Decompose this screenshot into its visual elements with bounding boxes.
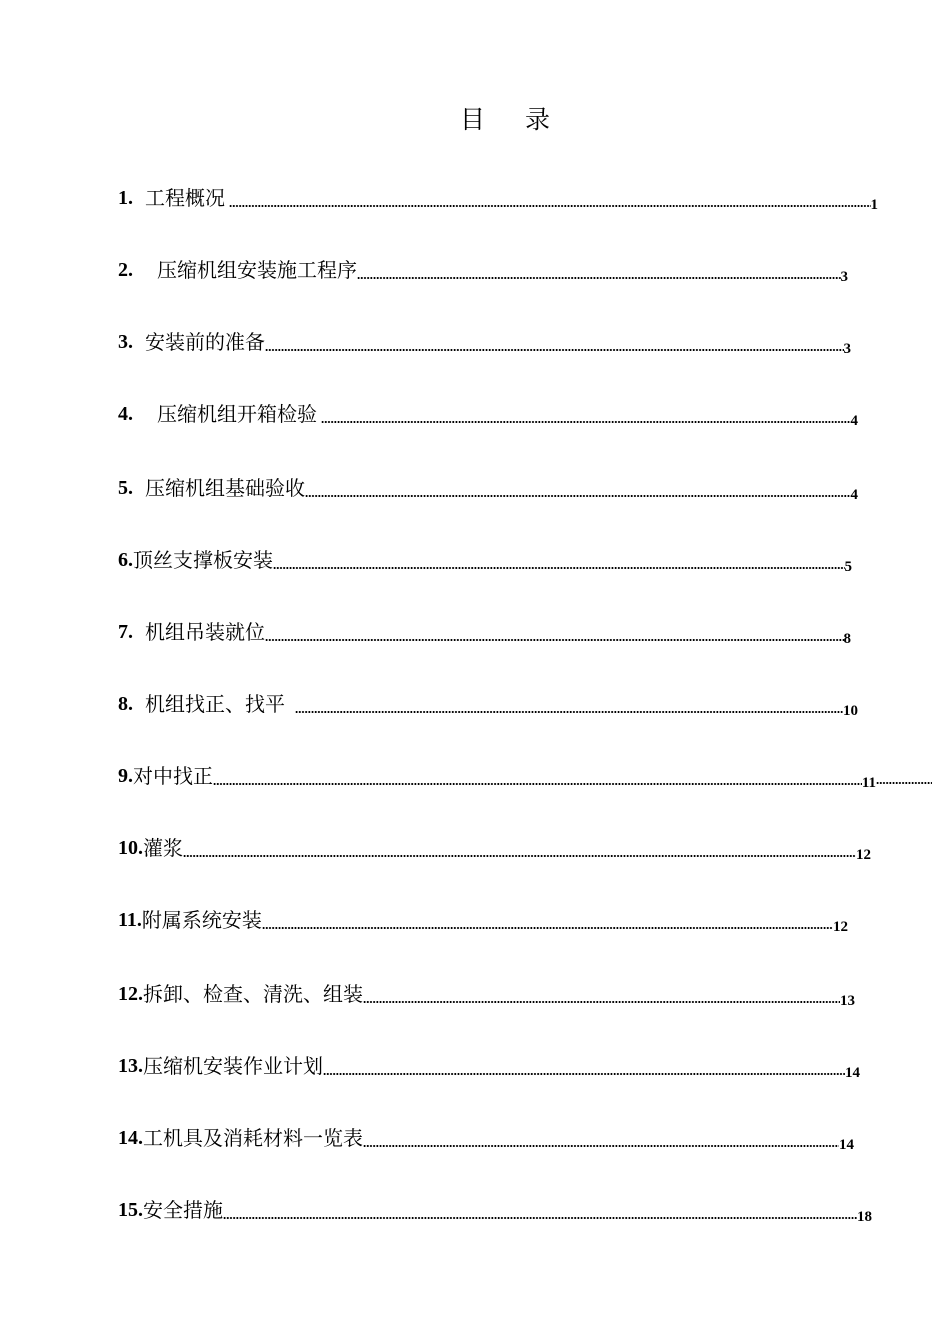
entry-title: 压缩机组安装施工程序 xyxy=(157,258,357,282)
entry-separator: . xyxy=(138,1199,143,1221)
dot-leader xyxy=(357,277,841,279)
entry-separator: . xyxy=(138,1127,143,1149)
entry-label xyxy=(118,908,262,932)
entry-page-number: 18 xyxy=(857,1209,872,1225)
entry-label xyxy=(118,1054,323,1078)
entry-number: 11 xyxy=(118,909,137,931)
entry-number: 6 xyxy=(118,549,128,571)
entry-separator: . xyxy=(138,1055,143,1077)
toc-entry-5[interactable] xyxy=(118,470,858,503)
entry-label xyxy=(118,548,273,572)
dot-leader xyxy=(223,1217,857,1219)
dot-leader xyxy=(363,1001,840,1003)
dot-leader xyxy=(295,711,843,713)
toc-entry-15[interactable] xyxy=(118,1192,872,1225)
entry-label xyxy=(118,982,363,1006)
toc-entry-2[interactable] xyxy=(118,252,848,285)
entry-title: 压缩机组基础验收 xyxy=(145,476,305,500)
entry-number: 13 xyxy=(118,1055,138,1077)
entry-title: 工机具及消耗材料一览表 xyxy=(143,1126,363,1150)
entry-separator: . xyxy=(128,621,133,643)
entry-separator: . xyxy=(136,909,142,931)
entry-title: 工程概况 xyxy=(145,186,225,210)
entry-number: 15 xyxy=(118,1199,138,1221)
entry-separator: . xyxy=(128,259,133,281)
entry-separator: . xyxy=(128,403,133,425)
entry-number: 7 xyxy=(118,621,128,643)
entry-title: 机组吊装就位 xyxy=(145,620,265,644)
entry-page-number: 5 xyxy=(844,559,852,575)
toc-entry-11[interactable] xyxy=(118,902,848,935)
entry-separator: . xyxy=(128,477,133,499)
entry-page-number: 13 xyxy=(840,993,855,1009)
dot-leader xyxy=(305,495,851,497)
toc-entry-7[interactable] xyxy=(118,614,851,647)
entry-number: 4 xyxy=(118,403,128,425)
dot-leader xyxy=(321,421,851,423)
entry-page-number: 8 xyxy=(843,631,851,647)
dot-leader xyxy=(323,1073,845,1075)
toc-entry-3[interactable] xyxy=(118,324,851,357)
entry-number: 2 xyxy=(118,259,128,281)
entry-label xyxy=(118,330,265,354)
entry-separator: . xyxy=(138,983,143,1005)
entry-number: 9 xyxy=(118,765,128,787)
entry-page-number: 11 xyxy=(861,775,876,791)
entry-page-number: 14 xyxy=(845,1065,860,1081)
entry-page-number: 1 xyxy=(870,197,878,213)
entry-number: 5 xyxy=(118,477,128,499)
entry-page-number: 12 xyxy=(856,847,871,863)
entry-separator: . xyxy=(128,331,133,353)
entry-title: 顶丝支撑板安装 xyxy=(133,548,273,572)
entry-label xyxy=(118,402,317,426)
entry-title: 附属系统安装 xyxy=(141,908,262,932)
entry-page-number: 3 xyxy=(843,341,851,357)
entry-separator: . xyxy=(138,837,143,859)
entry-page-number: 10 xyxy=(843,703,858,719)
entry-page-number: 4 xyxy=(850,413,858,429)
entry-title: 压缩机组开箱检验 xyxy=(157,402,317,426)
entry-label xyxy=(118,764,213,788)
entry-page-number: 4 xyxy=(850,487,858,503)
entry-label xyxy=(118,620,265,644)
entry-number: 12 xyxy=(118,983,138,1005)
entry-number: 3 xyxy=(118,331,128,353)
dot-leader xyxy=(265,639,844,641)
dot-leader xyxy=(273,567,845,569)
toc-entry-12[interactable] xyxy=(118,976,855,1009)
entry-label xyxy=(118,692,285,716)
entry-number: 1 xyxy=(118,187,128,209)
entry-page-number: 14 xyxy=(839,1137,854,1153)
entry-number: 10 xyxy=(118,837,138,859)
entry-title: 机组找正、找平 xyxy=(145,692,285,716)
entry-label xyxy=(118,1198,223,1222)
entry-title: 安全措施 xyxy=(143,1198,223,1222)
dot-leader xyxy=(265,349,844,351)
toc-entry-4[interactable] xyxy=(118,396,858,429)
toc-entry-9[interactable] xyxy=(118,758,876,791)
dot-leader-overflow xyxy=(876,782,932,784)
toc-entry-1[interactable] xyxy=(118,180,878,213)
entry-separator: . xyxy=(128,549,133,571)
entry-title: 安装前的准备 xyxy=(145,330,265,354)
entry-title: 拆卸、检查、清洗、组装 xyxy=(143,982,363,1006)
toc-entry-6[interactable] xyxy=(118,542,852,575)
entry-separator: . xyxy=(128,187,133,209)
entry-label xyxy=(118,258,357,282)
entry-page-number: 3 xyxy=(840,269,848,285)
dot-leader xyxy=(363,1145,839,1147)
entry-label xyxy=(118,476,305,500)
dot-leader xyxy=(262,927,833,929)
entry-label xyxy=(118,186,225,210)
entry-number: 14 xyxy=(118,1127,138,1149)
toc-entry-13[interactable] xyxy=(118,1048,860,1081)
dot-leader xyxy=(183,855,856,857)
entry-title: 压缩机安装作业计划 xyxy=(143,1054,323,1078)
dot-leader xyxy=(229,205,871,207)
entry-title: 灌浆 xyxy=(143,836,183,860)
toc-title: 目录 xyxy=(459,105,590,134)
toc-entry-14[interactable] xyxy=(118,1120,854,1153)
entry-page-number: 12 xyxy=(833,919,848,935)
toc-entry-10[interactable] xyxy=(118,830,871,863)
entry-separator: . xyxy=(128,693,133,715)
toc-entry-8[interactable] xyxy=(118,686,858,719)
entry-number: 8 xyxy=(118,693,128,715)
entry-label xyxy=(118,836,183,860)
entry-title: 对中找正 xyxy=(133,764,213,788)
dot-leader xyxy=(213,783,862,785)
entry-label xyxy=(118,1126,363,1150)
entry-separator: . xyxy=(128,765,133,787)
